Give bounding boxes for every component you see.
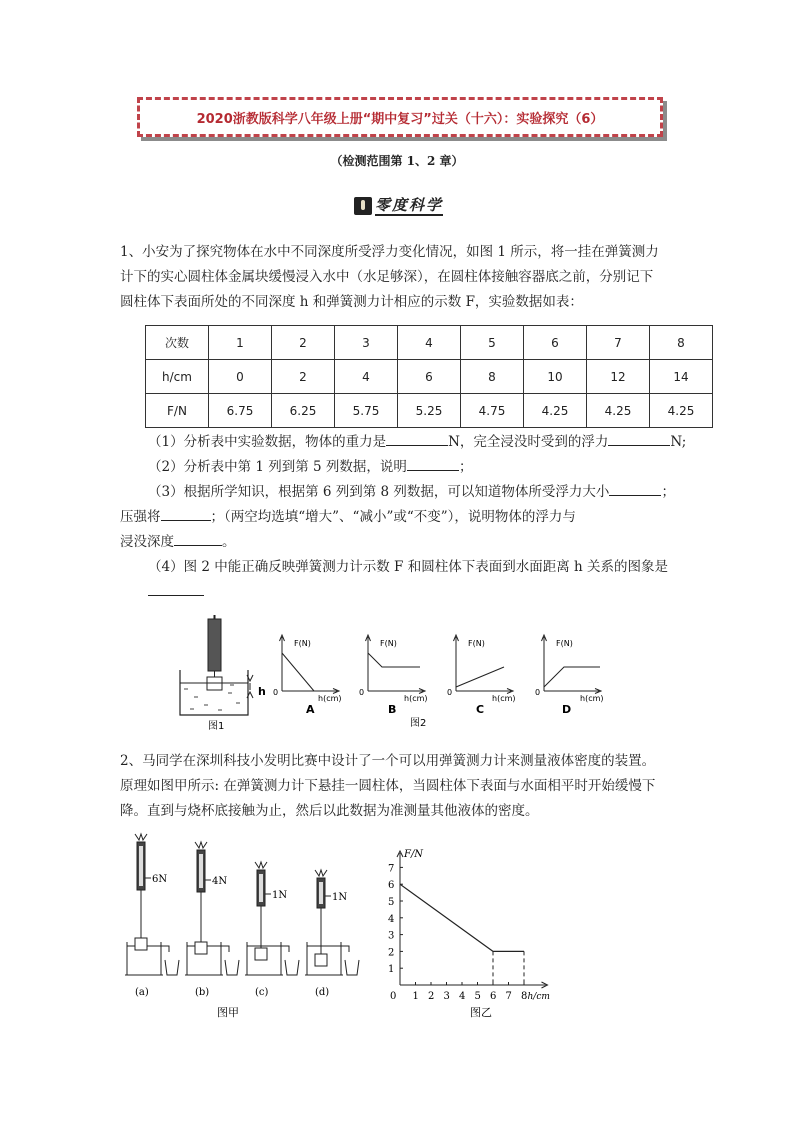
apparatus-panel — [245, 862, 299, 998]
q1-sub3-text: 压强将 — [120, 509, 161, 525]
graph-origin: 0 — [535, 688, 541, 697]
table-cell: 2 — [272, 326, 335, 360]
apparatus-panel — [305, 870, 359, 998]
apparatus-panel — [125, 834, 179, 998]
graph-B — [359, 635, 428, 716]
logo-text: 零度科学 — [375, 195, 444, 214]
q1-sub3-cont2 — [120, 530, 686, 555]
panel-label: (b) — [195, 987, 210, 998]
scale-window — [139, 846, 143, 886]
graph-ylabel: F(N) — [294, 639, 311, 648]
graph-ylabel: F(N) — [556, 639, 573, 648]
table-cell: F/N — [146, 394, 209, 428]
scale-reading: 1N — [332, 892, 348, 903]
q2-stem-line: 降。直到与烧杯底接触为止，然后以此数据为准测量其他液体的密度。 — [120, 803, 539, 819]
graph-letter: D — [562, 703, 572, 716]
scope-subtitle: （检测范围第 1、2 章） — [330, 154, 464, 168]
x-tick-label: 0 — [390, 991, 397, 1002]
q1-stem — [120, 240, 659, 315]
fig1-caption: 图1 — [208, 721, 225, 732]
panel-label: (c) — [255, 987, 269, 998]
document-title: 2020浙教版科学八年级上册“期中复习”过关（十六）：实验探究（6） — [196, 111, 604, 127]
graph-ylabel: F(N) — [468, 639, 485, 648]
q2-stem-line: 原理如图甲所示: 在弹簧测力计下悬挂一圆柱体，当圆柱体下表面与水面相平时开始缓慢下 — [120, 778, 656, 794]
table-cell: 14 — [650, 360, 713, 394]
answer-blank[interactable] — [386, 431, 448, 446]
graph-xlabel: h(cm) — [492, 694, 516, 703]
graph-xlabel: h(cm) — [318, 694, 342, 703]
graph-origin: 0 — [447, 688, 453, 697]
q1-sub2 — [148, 455, 686, 480]
table-row — [146, 360, 713, 394]
clamp-icon — [315, 870, 327, 876]
y-tick-label: 7 — [388, 863, 395, 875]
apparatus-panel — [185, 842, 239, 998]
clamp-icon — [135, 834, 147, 840]
graph-A — [273, 635, 342, 716]
figure-1-2 — [170, 615, 620, 735]
q1-sub3 — [148, 480, 686, 505]
scale-window — [319, 882, 323, 904]
table-row — [146, 326, 713, 360]
q1-sub2-text: ； — [458, 459, 473, 475]
graph-xlabel: h(cm) — [580, 694, 604, 703]
table-cell: 5.25 — [398, 394, 461, 428]
x-tick-label: 8 — [521, 991, 528, 1002]
x-tick-label: 5 — [474, 991, 481, 1002]
table-cell: 4.25 — [524, 394, 587, 428]
q1-subquestions — [120, 430, 687, 605]
graph-letter: B — [388, 703, 397, 716]
x-tick-label: 2 — [428, 991, 435, 1002]
graph-xlabel: h(cm) — [404, 694, 428, 703]
logo — [354, 196, 443, 216]
overflow-spout — [341, 946, 349, 952]
q1-sub3-text: ； — [661, 484, 675, 500]
table-cell: 5 — [461, 326, 524, 360]
table-cell: 4 — [335, 360, 398, 394]
scale-window — [199, 854, 203, 888]
x-tick-label: 6 — [490, 991, 497, 1002]
q1-sub1-text: （1）分析表中实验数据，物体的重力是 — [148, 434, 387, 450]
scale-reading: 1N — [272, 890, 288, 901]
q1-sub3-text: 浸没深度 — [120, 534, 174, 550]
table-cell: 5.75 — [335, 394, 398, 428]
spring-scale — [208, 619, 221, 671]
y-tick-label: 3 — [388, 930, 395, 942]
q1-sub4-text: （4）图 2 中能正确反映弹簧测力计示数 F 和圆柱体下表面到水面距离 h 关系的图象是 — [148, 559, 668, 575]
table-cell: 12 — [587, 360, 650, 394]
fig1-h-label: h — [258, 685, 266, 698]
figure-yi-chart — [370, 830, 600, 1025]
x-tick-label: 1 — [412, 991, 419, 1002]
answer-blank[interactable] — [148, 581, 204, 596]
cylinder — [195, 942, 207, 954]
graph-C — [447, 635, 516, 716]
collecting-cup — [345, 960, 359, 975]
fig-yi-caption: 图乙 — [470, 1006, 492, 1019]
graph-D — [535, 635, 604, 716]
overflow-spout — [281, 946, 289, 952]
answer-blank[interactable] — [609, 481, 661, 496]
table-cell: 3 — [335, 326, 398, 360]
panel-label: (a) — [135, 987, 149, 998]
answer-blank[interactable] — [161, 506, 211, 521]
q2-stem — [120, 749, 655, 824]
table-cell: 6 — [398, 360, 461, 394]
figure-1-apparatus — [180, 615, 266, 732]
clamp-icon — [255, 862, 267, 868]
graph-origin: 0 — [273, 688, 279, 697]
title-box — [137, 97, 663, 137]
q2-stem-line: 2、马同学在深圳科技小发明比赛中设计了一个可以用弹簧测力计来测量液体密度的装置。 — [120, 753, 656, 769]
table-cell: 8 — [461, 360, 524, 394]
overflow-spout — [221, 946, 229, 952]
y-tick-label: 2 — [388, 947, 395, 959]
q1-stem-line: 计下的实心圆柱体金属块缓慢浸入水中（水足够深），在圆柱体接触容器底之前，分别记下 — [120, 269, 654, 285]
figure-2-graphs — [273, 635, 604, 729]
q1-sub3-text: ；（两空均选填“增大”、“减小”或“不变”），说明物体的浮力与 — [210, 509, 576, 525]
table-cell: 7 — [587, 326, 650, 360]
logo-icon — [354, 197, 372, 215]
graph-ylabel: F(N) — [380, 639, 397, 648]
q1-sub4 — [148, 555, 686, 580]
figure-jia — [115, 830, 365, 1025]
fig2-caption: 图2 — [410, 718, 427, 729]
y-axis-label: F/N — [404, 849, 424, 860]
table-cell: 2 — [272, 360, 335, 394]
table-row — [146, 394, 713, 428]
q1-data-table — [145, 325, 713, 428]
collecting-cup — [225, 960, 239, 975]
table-cell: h/cm — [146, 360, 209, 394]
table-cell: 6.25 — [272, 394, 335, 428]
table-cell: 4.25 — [650, 394, 713, 428]
x-axis-label: h/cm — [527, 992, 550, 1002]
q1-sub2-text: （2）分析表中第 1 列到第 5 列数据，说明 — [148, 459, 407, 475]
collecting-cup — [165, 960, 179, 975]
graph-letter: C — [476, 703, 485, 716]
q1-sub3-cont — [120, 505, 686, 530]
series-line-F — [400, 884, 524, 951]
table-cell: 8 — [650, 326, 713, 360]
y-tick-label: 6 — [388, 880, 395, 892]
clamp-icon — [195, 842, 207, 848]
q1-sub1-text: N，完全浸没时受到的浮力 — [448, 434, 609, 450]
scale-reading: 4N — [212, 876, 228, 887]
answer-blank[interactable] — [407, 456, 459, 471]
table-cell: 6 — [524, 326, 587, 360]
collecting-cup — [285, 960, 299, 975]
fig-jia-caption: 图甲 — [217, 1006, 239, 1019]
q1-stem-line: 1、小安为了探究物体在水中不同深度所受浮力变化情况，如图 1 所示，将一挂在弹簧测力 — [120, 244, 659, 260]
x-tick-label: 3 — [443, 991, 450, 1002]
scale-window — [259, 874, 263, 902]
graph-origin: 0 — [359, 688, 365, 697]
table-cell: 1 — [209, 326, 272, 360]
answer-blank[interactable] — [174, 531, 222, 546]
graph-letter: A — [306, 703, 315, 716]
q1-stem-line: 圆柱体下表面所处的不同深度 h 和弹簧测力计相应的示数 F，实验数据如表： — [120, 294, 583, 310]
q1-sub3-text: （3）根据所学知识，根据第 6 列到第 8 列数据，可以知道物体所受浮力大小 — [148, 484, 610, 500]
q1-sub4-blank-line — [148, 580, 686, 605]
y-tick-label: 5 — [388, 897, 395, 908]
y-tick-label: 1 — [388, 964, 395, 976]
q1-sub3-text: 。 — [222, 534, 236, 550]
scale-reading: 6N — [152, 874, 168, 885]
q1-sub1 — [148, 430, 686, 455]
cylinder — [255, 948, 267, 960]
table-cell: 10 — [524, 360, 587, 394]
x-tick-label: 4 — [459, 991, 466, 1002]
table-cell: 4 — [398, 326, 461, 360]
q1-sub1-text: N; — [670, 434, 687, 450]
cylinder — [315, 954, 327, 966]
overflow-spout — [161, 946, 169, 952]
panel-label: (d) — [315, 987, 330, 998]
table-cell: 6.75 — [209, 394, 272, 428]
table-cell: 4.75 — [461, 394, 524, 428]
cylinder — [135, 938, 147, 950]
x-tick-label: 7 — [505, 991, 512, 1002]
y-tick-label: 4 — [388, 913, 395, 925]
answer-blank[interactable] — [608, 431, 670, 446]
table-cell: 0 — [209, 360, 272, 394]
table-cell: 4.25 — [587, 394, 650, 428]
table-cell: 次数 — [146, 326, 209, 360]
